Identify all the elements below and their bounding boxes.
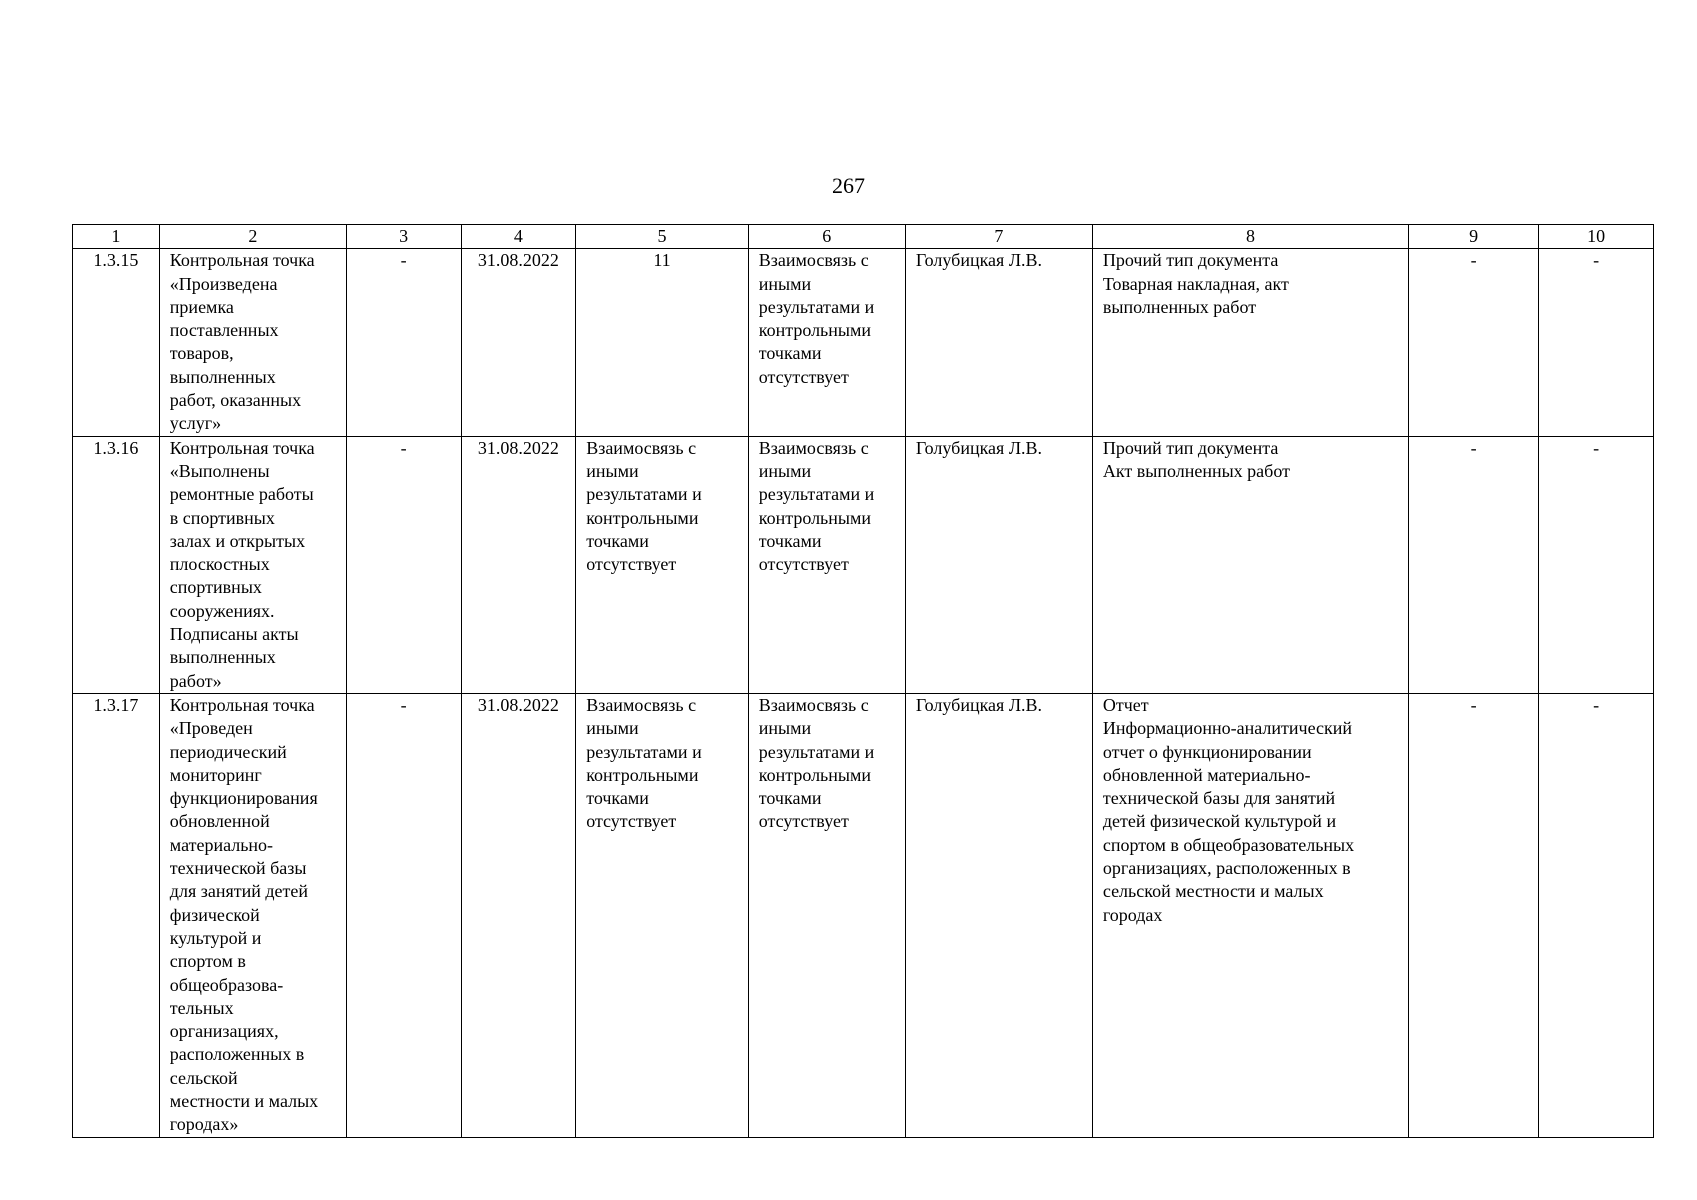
cell-col-3: - — [346, 436, 461, 693]
cell-col-10: - — [1539, 249, 1654, 436]
header-col-1: 1 — [73, 225, 160, 249]
cell-col-9: - — [1409, 693, 1539, 1137]
cell-col-5: Взаимосвязь с иными результатами и контрольными точками отсутствует — [576, 693, 749, 1137]
due-date: 31.08.2022 — [461, 249, 576, 436]
page-number: 267 — [832, 173, 865, 198]
header-col-3: 3 — [346, 225, 461, 249]
cell-col-6: Взаимосвязь с иными результатами и контрольными точками отсутствует — [748, 249, 905, 436]
document-type: Прочий тип документа Товарная накладная, акт выполненных работ — [1092, 249, 1408, 436]
header-col-8: 8 — [1092, 225, 1408, 249]
header-col-5: 5 — [576, 225, 749, 249]
row-number: 1.3.15 — [73, 249, 160, 436]
cell-col-10: - — [1539, 693, 1654, 1137]
document-type: Отчет Информационно-аналитический отчет о функционировании обновленной материально- технической базы для занятий детей физической культурой и спортом в общеобразовательных организациях, расположенных в сельской местности и малых городах — [1092, 693, 1408, 1137]
responsible-person: Голубицкая Л.В. — [905, 249, 1092, 436]
table-header-row — [73, 225, 1654, 249]
table-row — [73, 436, 1654, 693]
cell-col-5: 11 — [576, 249, 749, 436]
responsible-person: Голубицкая Л.В. — [905, 436, 1092, 693]
cell-col-6: Взаимосвязь с иными результатами и контрольными точками отсутствует — [748, 693, 905, 1137]
control-point-name: Контрольная точка «Произведена приемка поставленных товаров, выполненных работ, оказанных услуг» — [159, 249, 346, 436]
cell-col-9: - — [1409, 436, 1539, 693]
control-point-name: Контрольная точка «Выполнены ремонтные работы в спортивных залах и открытых плоскостных спортивных сооружениях. Подписаны акты выполненных работ» — [159, 436, 346, 693]
control-points-table — [72, 224, 1654, 1138]
document-type: Прочий тип документа Акт выполненных работ — [1092, 436, 1408, 693]
control-point-name: Контрольная точка «Проведен периодический мониторинг функционирования обновленной материально- технической базы для занятий детей физической культурой и спортом в общеобразова- тельных организациях, расположенных в сельской местности и малых городах» — [159, 693, 346, 1137]
due-date: 31.08.2022 — [461, 693, 576, 1137]
cell-col-5: Взаимосвязь с иными результатами и контрольными точками отсутствует — [576, 436, 749, 693]
header-col-10: 10 — [1539, 225, 1654, 249]
header-col-4: 4 — [461, 225, 576, 249]
responsible-person: Голубицкая Л.В. — [905, 693, 1092, 1137]
cell-col-6: Взаимосвязь с иными результатами и контрольными точками отсутствует — [748, 436, 905, 693]
header-col-2: 2 — [159, 225, 346, 249]
table-row — [73, 249, 1654, 436]
cell-col-10: - — [1539, 436, 1654, 693]
row-number: 1.3.16 — [73, 436, 160, 693]
header-col-7: 7 — [905, 225, 1092, 249]
row-number: 1.3.17 — [73, 693, 160, 1137]
cell-col-3: - — [346, 693, 461, 1137]
cell-col-3: - — [346, 249, 461, 436]
due-date: 31.08.2022 — [461, 436, 576, 693]
header-col-9: 9 — [1409, 225, 1539, 249]
header-col-6: 6 — [748, 225, 905, 249]
table-row — [73, 693, 1654, 1137]
cell-col-9: - — [1409, 249, 1539, 436]
